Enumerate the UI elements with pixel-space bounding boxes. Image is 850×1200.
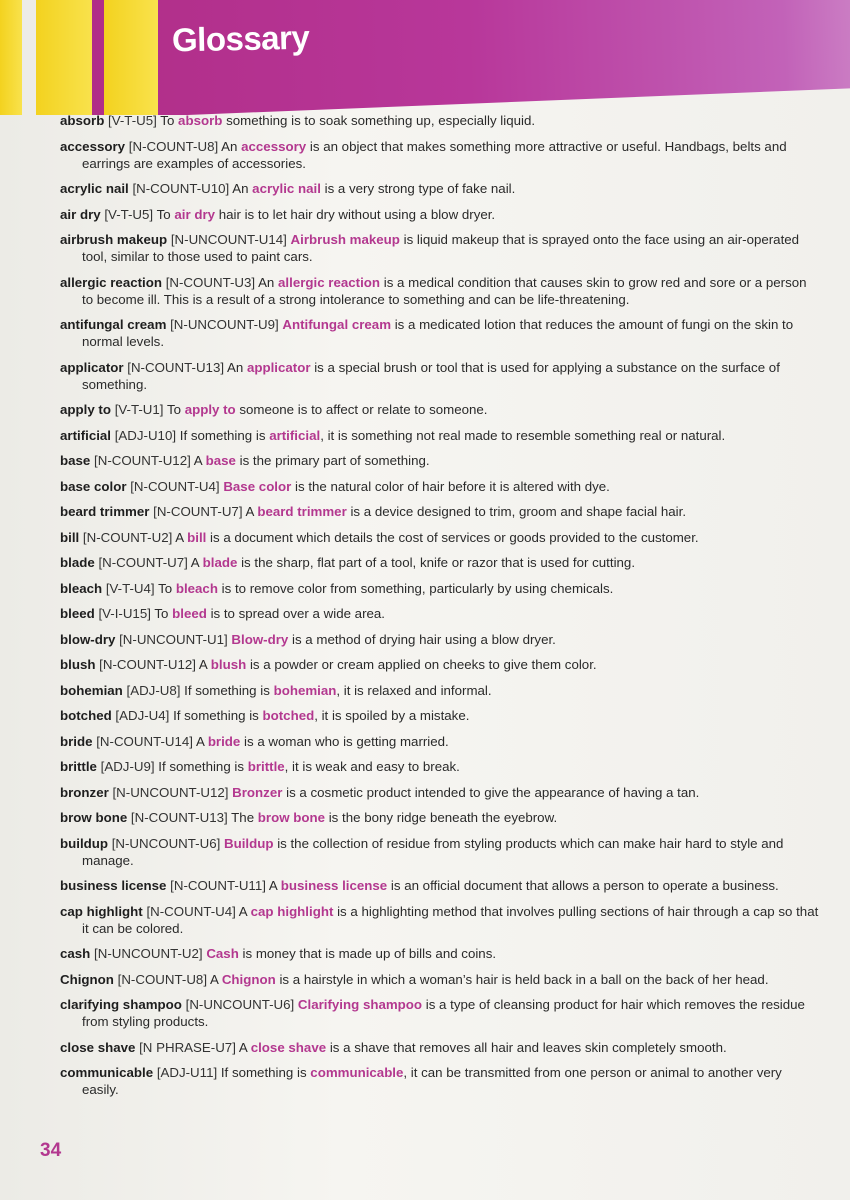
- entry-term: blade: [60, 555, 95, 570]
- entry-definition-lead: If something is: [220, 1065, 307, 1080]
- entry-term: accessory: [60, 138, 126, 154]
- entry-definition: is the collection of residue from styling products which can make hair hard to style and manage.: [82, 835, 784, 868]
- entry-term: Chignon: [60, 971, 114, 987]
- entry-part-of-speech: [N-COUNT-U14]: [96, 733, 193, 749]
- entry-definition-lead: If something is: [173, 708, 259, 723]
- entry-highlight-term: absorb: [178, 113, 223, 128]
- entry-term: bleed: [60, 606, 95, 621]
- entry-definition-lead: To: [156, 206, 171, 222]
- entry-highlight-term: Bronzer: [232, 784, 283, 800]
- entry-part-of-speech: [V-T-U5]: [104, 206, 154, 222]
- entry-term: allergic reaction: [60, 274, 162, 290]
- entry-term: buildup: [60, 835, 108, 851]
- entry-highlight-term: bohemian: [273, 682, 337, 698]
- entry-part-of-speech: [N-COUNT-U7]: [98, 555, 188, 570]
- entry-definition: is a medicated lotion that reduces the amount of fungi on the skin to normal levels.: [82, 317, 794, 349]
- glossary-entry: [60, 529, 820, 546]
- entry-part-of-speech: [N-UNCOUNT-U6]: [111, 835, 221, 851]
- entry-part-of-speech: [N-COUNT-U12]: [94, 453, 191, 468]
- glossary-entry: [60, 707, 820, 724]
- glossary-entry: [60, 274, 820, 308]
- entry-term: clarifying shampoo: [60, 997, 182, 1012]
- entry-term: botched: [60, 708, 112, 723]
- entry-definition-lead: An: [258, 274, 275, 290]
- entry-part-of-speech: [N-COUNT-U12]: [99, 657, 196, 672]
- entry-term: bride: [60, 733, 93, 749]
- entry-definition-lead: A: [193, 453, 202, 468]
- entry-definition: is an object that makes something more attractive or useful. Handbags, belts and earrings are examples of accessories.: [82, 138, 787, 171]
- entry-highlight-term: blade: [202, 555, 238, 570]
- glossary-entry: [60, 809, 820, 826]
- entry-definition: is an official document that allows a person to operate a business.: [390, 878, 779, 893]
- entry-part-of-speech: [N-UNCOUNT-U14]: [170, 232, 287, 247]
- entry-part-of-speech: [ADJ-U4]: [115, 708, 170, 723]
- entry-definition: hair is to let hair dry without using a blow dryer.: [218, 206, 496, 222]
- entry-highlight-term: Antifungal cream: [282, 317, 392, 332]
- entry-definition-lead: A: [209, 971, 219, 987]
- entry-definition: , it can be transmitted from one person or animal to another very easily.: [82, 1065, 782, 1097]
- entry-highlight-term: brittle: [247, 759, 285, 774]
- entry-definition: is a hairstyle in which a woman’s hair is held back in a ball on the back of her head.: [279, 971, 769, 987]
- entry-highlight-term: bleed: [172, 606, 207, 621]
- entry-term: cap highlight: [60, 903, 143, 919]
- entry-highlight-term: bride: [207, 733, 241, 749]
- glossary-entry: [60, 945, 820, 962]
- entry-definition: someone is to affect or relate to someone.: [239, 402, 488, 417]
- entry-term: bill: [60, 529, 80, 545]
- entry-definition-lead: A: [238, 1039, 248, 1055]
- entry-definition-lead: To: [160, 113, 175, 128]
- entry-definition: , it is something not real made to resemble something real or natural.: [320, 427, 726, 443]
- glossary-entry: [60, 401, 820, 418]
- entry-term: acrylic nail: [60, 181, 129, 196]
- entry-definition-lead: A: [198, 657, 208, 672]
- entry-definition-lead: An: [232, 181, 249, 196]
- entry-part-of-speech: [N-UNCOUNT-U1]: [119, 631, 228, 647]
- glossary-entry: [60, 554, 820, 571]
- entry-definition-lead: To: [154, 606, 169, 621]
- entry-part-of-speech: [N-COUNT-U4]: [130, 478, 220, 494]
- entry-definition-lead: The: [231, 810, 255, 825]
- entry-highlight-term: air dry: [174, 206, 216, 222]
- entry-part-of-speech: [N-UNCOUNT-U6]: [185, 997, 295, 1012]
- glossary-entry: [60, 1064, 820, 1098]
- glossary-entry: [60, 316, 820, 350]
- glossary-entry: [60, 971, 820, 988]
- entry-definition-lead: If something is: [184, 682, 270, 698]
- entry-highlight-term: business license: [280, 878, 388, 893]
- glossary-entry: [60, 758, 820, 775]
- entry-term: antifungal cream: [60, 317, 167, 332]
- entry-term: absorb: [60, 113, 105, 128]
- glossary-entry: [60, 903, 820, 937]
- entry-highlight-term: accessory: [241, 138, 307, 154]
- glossary-entry: [60, 682, 820, 699]
- entry-term: bronzer: [60, 784, 109, 800]
- entry-definition: is a medical condition that causes skin to grow red and sore or a person to become ill. This is a result of a strong intolerance to something and can be life-threatening.: [82, 274, 807, 307]
- entry-definition: something is to soak something up, especially liquid.: [226, 113, 536, 128]
- glossary-entry: [60, 478, 820, 495]
- entry-term: apply to: [60, 402, 111, 417]
- entry-part-of-speech: [ADJ-U10]: [114, 427, 177, 443]
- entry-part-of-speech: [N-UNCOUNT-U9]: [170, 317, 279, 332]
- entry-part-of-speech: [ADJ-U8]: [126, 682, 181, 698]
- entry-part-of-speech: [N-COUNT-U13]: [127, 359, 225, 375]
- entry-definition: , it is weak and easy to break.: [284, 759, 460, 774]
- entry-highlight-term: blush: [210, 657, 247, 672]
- entry-part-of-speech: [N-COUNT-U8]: [128, 138, 219, 154]
- entry-term: blow-dry: [60, 631, 116, 647]
- glossary-entry: [60, 206, 820, 223]
- glossary-entry: [60, 112, 820, 129]
- entry-definition: is the primary part of something.: [239, 453, 430, 468]
- entry-definition-lead: An: [227, 359, 244, 375]
- entry-definition: is a document which details the cost of services or goods provided to the customer.: [210, 529, 699, 545]
- entry-definition-lead: A: [175, 529, 184, 545]
- glossary-entry: [60, 784, 820, 801]
- entry-term: communicable: [60, 1065, 154, 1080]
- glossary-entry: [60, 1039, 820, 1056]
- glossary-entry: [60, 605, 820, 622]
- glossary-entry: [60, 580, 820, 597]
- entry-definition-lead: To: [158, 580, 173, 596]
- header-yellow-bar: [104, 0, 158, 115]
- entry-definition: is to spread over a wide area.: [210, 606, 385, 621]
- entry-highlight-term: Airbrush makeup: [290, 232, 400, 247]
- entry-definition-lead: If something is: [158, 759, 245, 774]
- entry-part-of-speech: [N-COUNT-U7]: [153, 504, 243, 519]
- entry-highlight-term: botched: [262, 708, 315, 723]
- entry-definition-lead: An: [221, 138, 238, 154]
- entry-highlight-term: brow bone: [257, 810, 326, 825]
- entry-highlight-term: communicable: [310, 1065, 404, 1080]
- entry-term: bleach: [60, 580, 103, 596]
- entry-part-of-speech: [ADJ-U9]: [100, 759, 155, 774]
- entry-highlight-term: cap highlight: [250, 903, 334, 919]
- entry-highlight-term: beard trimmer: [257, 504, 347, 519]
- glossary-entry: [60, 877, 820, 894]
- glossary-entry: [60, 231, 820, 265]
- entry-part-of-speech: [N-COUNT-U11]: [170, 878, 266, 893]
- glossary-entry: [60, 656, 820, 673]
- entry-definition: is a powder or cream applied on cheeks to give them color.: [249, 657, 597, 672]
- entry-definition: is a cosmetic product intended to give the appearance of having a tan.: [286, 784, 700, 800]
- entry-highlight-term: Buildup: [224, 835, 274, 851]
- glossary-entry: [60, 138, 820, 172]
- entry-part-of-speech: [V-I-U15]: [98, 606, 151, 621]
- entry-part-of-speech: [V-T-U5]: [108, 113, 157, 128]
- entry-definition-lead: To: [166, 402, 181, 417]
- glossary-entry: [60, 427, 820, 444]
- entry-part-of-speech: [N-COUNT-U4]: [146, 903, 236, 919]
- entry-part-of-speech: [N-UNCOUNT-U2]: [94, 946, 203, 961]
- entry-term: base color: [60, 478, 127, 494]
- entry-term: air dry: [60, 206, 101, 222]
- entry-definition: is a device designed to trim, groom and shape facial hair.: [350, 504, 687, 519]
- entry-part-of-speech: [ADJ-U11]: [156, 1065, 218, 1080]
- entry-definition: is a very strong type of fake nail.: [324, 181, 516, 196]
- entry-term: bohemian: [60, 682, 123, 698]
- entry-highlight-term: bleach: [175, 580, 218, 596]
- glossary-entry: [60, 180, 820, 197]
- entry-part-of-speech: [N-COUNT-U2]: [82, 529, 173, 545]
- entry-term: brow bone: [60, 810, 128, 825]
- entry-highlight-term: acrylic nail: [252, 181, 321, 196]
- entry-part-of-speech: [N-COUNT-U13]: [130, 810, 228, 825]
- entry-term: airbrush makeup: [60, 232, 168, 247]
- entry-term: base: [60, 453, 91, 468]
- entry-highlight-term: Chignon: [221, 971, 276, 987]
- entry-part-of-speech: [N-COUNT-U8]: [117, 971, 208, 987]
- page-number: 34: [40, 1140, 62, 1161]
- entry-highlight-term: apply to: [184, 402, 236, 417]
- entry-highlight-term: bill: [187, 529, 207, 545]
- entry-term: cash: [60, 946, 91, 961]
- entry-highlight-term: Blow-dry: [231, 631, 289, 647]
- entry-definition: is a woman who is getting married.: [244, 733, 449, 749]
- entry-definition: is to remove color from something, particularly by using chemicals.: [221, 580, 614, 596]
- entry-definition-lead: A: [195, 733, 205, 749]
- entry-definition: , it is spoiled by a mistake.: [314, 708, 470, 723]
- entry-part-of-speech: [N-UNCOUNT-U12]: [112, 784, 229, 800]
- glossary-entry: [60, 359, 820, 393]
- header-banner: [0, 0, 850, 115]
- glossary-entry: [60, 996, 820, 1030]
- entry-definition: is money that is made up of bills and coins.: [242, 946, 497, 961]
- glossary-entry: [60, 835, 820, 869]
- page-title: Glossary: [171, 18, 310, 59]
- entry-definition-lead: A: [245, 504, 254, 519]
- entry-highlight-term: Cash: [206, 946, 239, 961]
- entry-highlight-term: Clarifying shampoo: [297, 997, 423, 1012]
- entry-highlight-term: allergic reaction: [278, 274, 381, 290]
- entry-highlight-term: artificial: [269, 427, 321, 443]
- entry-definition: is a shave that removes all hair and leaves skin completely smooth.: [329, 1039, 727, 1055]
- entry-term: business license: [60, 878, 167, 893]
- entry-term: applicator: [60, 359, 124, 375]
- entry-definition: is a method of drying hair using a blow dryer.: [292, 631, 556, 647]
- glossary-list: [60, 112, 820, 1107]
- entry-definition-lead: If something is: [179, 427, 266, 443]
- entry-term: beard trimmer: [60, 504, 150, 519]
- glossary-entry: [60, 631, 820, 648]
- entry-part-of-speech: [N-COUNT-U3]: [165, 274, 256, 290]
- entry-definition: , it is relaxed and informal.: [336, 682, 492, 698]
- entry-term: brittle: [60, 759, 97, 774]
- entry-definition-lead: A: [190, 555, 199, 570]
- entry-definition: is the natural color of hair before it is altered with dye.: [295, 478, 610, 494]
- entry-term: artificial: [60, 427, 111, 443]
- entry-highlight-term: Base color: [223, 478, 292, 494]
- entry-definition: is a special brush or tool that is used for applying a substance on the surface of something.: [82, 359, 780, 392]
- glossary-entry: [60, 733, 820, 750]
- entry-highlight-term: applicator: [246, 359, 311, 375]
- entry-highlight-term: base: [205, 453, 236, 468]
- entry-definition: is the sharp, flat part of a tool, knife or razor that is used for cutting.: [241, 555, 636, 570]
- entry-definition: is liquid makeup that is sprayed onto the face using an air-operated tool, similar to those used to paint cars.: [82, 232, 800, 264]
- entry-definition: is a highlighting method that involves pulling sections of hair through a cap so that it can be colored.: [82, 903, 819, 936]
- entry-part-of-speech: [V-T-U4]: [105, 580, 155, 596]
- entry-part-of-speech: [N-COUNT-U10]: [132, 181, 230, 196]
- entry-highlight-term: close shave: [250, 1039, 327, 1055]
- glossary-entry: [60, 503, 820, 520]
- entry-definition-lead: A: [238, 903, 247, 919]
- entry-definition-lead: A: [268, 878, 278, 893]
- header-yellow-bar: [36, 0, 92, 115]
- entry-definition: is the bony ridge beneath the eyebrow.: [328, 810, 558, 825]
- glossary-entry: [60, 452, 820, 469]
- entry-part-of-speech: [V-T-U1]: [114, 402, 164, 417]
- entry-term: blush: [60, 657, 96, 672]
- entry-part-of-speech: [N PHRASE-U7]: [139, 1039, 236, 1055]
- entry-definition: is a type of cleansing product for hair which removes the residue from styling products.: [82, 997, 805, 1029]
- header-yellow-bar: [0, 0, 22, 115]
- entry-term: close shave: [60, 1039, 136, 1055]
